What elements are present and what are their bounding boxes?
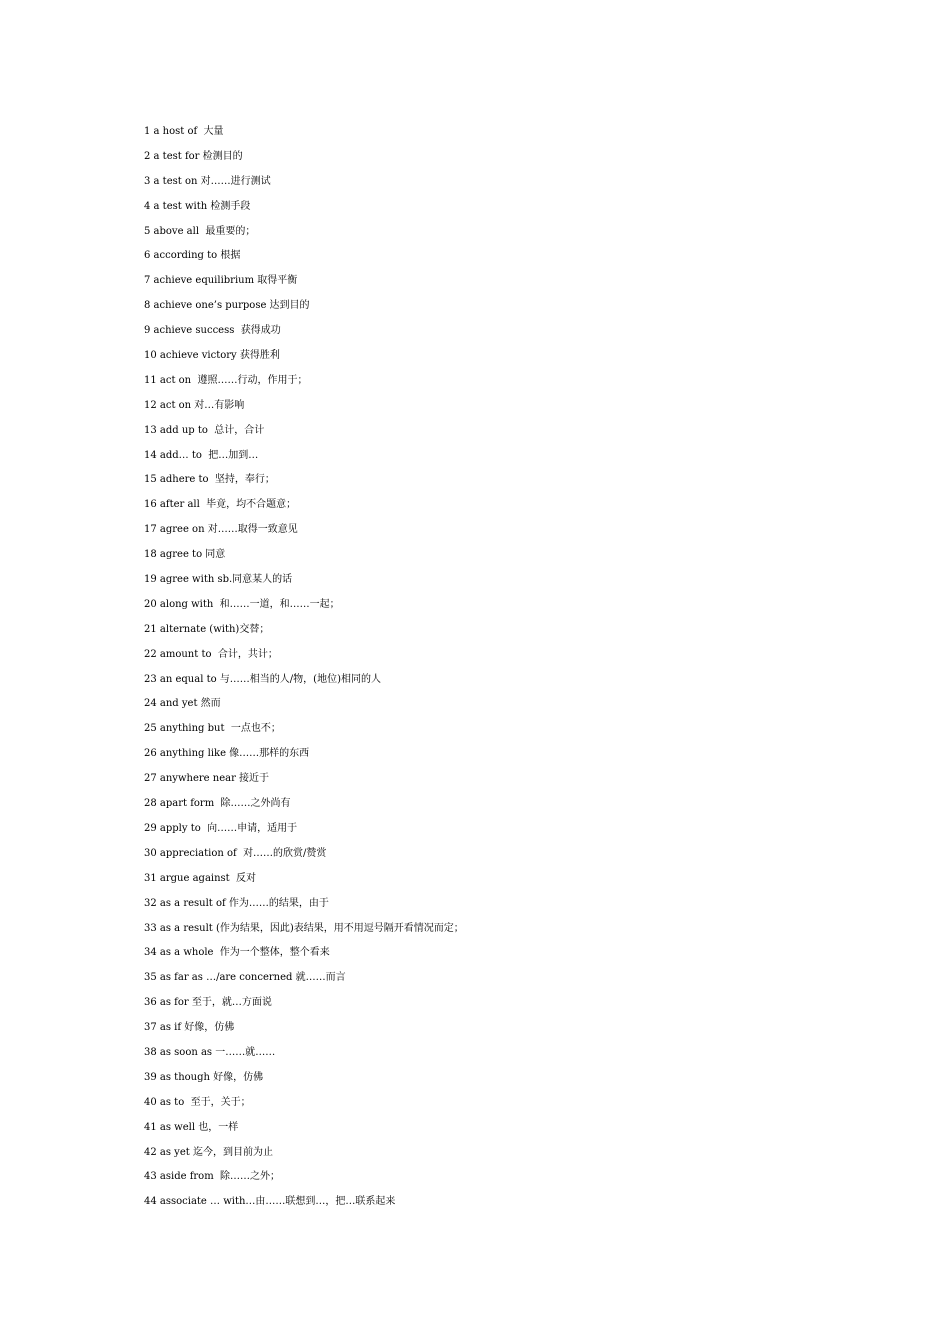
phrase-entry: 21 alternate (with)交替； bbox=[144, 623, 270, 635]
phrase-entry: 37 as if 好像，仿佛 bbox=[144, 1022, 235, 1034]
phrase-list bbox=[144, 124, 904, 1219]
phrase-entry: 17 agree on 对……取得一致意见 bbox=[144, 524, 298, 536]
phrase-entry: 25 anything but 一点也不； bbox=[144, 723, 281, 735]
phrase-entry: 8 achieve one’s purpose 达到目的 bbox=[144, 300, 310, 312]
phrase-entry: 2 a test for 检测目的 bbox=[144, 150, 243, 162]
phrase-entry: 44 associate … with…由……联想到…，把…联系起来 bbox=[144, 1196, 396, 1208]
phrase-entry: 29 apply to 向……申请，适用于 bbox=[144, 822, 298, 834]
phrase-entry: 34 as a whole 作为一个整体，整个看来 bbox=[144, 947, 330, 959]
phrase-entry: 10 achieve victory 获得胜利 bbox=[144, 350, 280, 362]
phrase-entry: 15 adhere to 坚持，奉行； bbox=[144, 474, 275, 486]
phrase-entry: 1 a host of 大量 bbox=[144, 126, 224, 137]
phrase-entry: 40 as to 至于，关于； bbox=[144, 1096, 251, 1108]
phrase-entry: 35 as far as …/are concerned 就……而言 bbox=[144, 972, 346, 984]
phrase-entry: 32 as a result of 作为……的结果，由于 bbox=[144, 897, 329, 909]
phrase-entry: 31 argue against 反对 bbox=[144, 872, 257, 884]
phrase-entry: 6 according to 根据 bbox=[144, 250, 241, 262]
phrase-entry: 23 an equal to 与……相当的人/物，(地位)相同的人 bbox=[144, 673, 381, 685]
phrase-entry: 12 act on 对…有影响 bbox=[144, 399, 245, 411]
phrase-entry: 30 appreciation of 对……的欣赏/赞赏 bbox=[144, 847, 327, 859]
phrase-entry: 3 a test on 对……进行测试 bbox=[144, 175, 271, 187]
phrase-entry: 20 along with 和……一道，和……一起； bbox=[144, 598, 340, 610]
phrase-entry: 22 amount to 合计，共计； bbox=[144, 648, 278, 660]
phrase-entry: 5 above all 最重要的； bbox=[144, 225, 256, 237]
phrase-entry: 28 apart form 除……之外尚有 bbox=[144, 798, 291, 810]
phrase-entry: 24 and yet 然而 bbox=[144, 698, 221, 710]
phrase-entry: 14 add… to 把…加到… bbox=[144, 449, 259, 461]
phrase-entry: 9 achieve success 获得成功 bbox=[144, 325, 281, 337]
phrase-entry: 36 as for 至于，就…方面说 bbox=[144, 997, 272, 1009]
phrase-entry: 18 agree to 同意 bbox=[144, 549, 226, 561]
phrase-entry: 16 after all 毕竟，均不合题意； bbox=[144, 499, 297, 511]
phrase-entry: 41 as well 也，一样 bbox=[144, 1121, 239, 1133]
phrase-entry: 43 aside from 除……之外； bbox=[144, 1171, 281, 1183]
phrase-entry: 4 a test with 检测手段 bbox=[144, 200, 251, 212]
phrase-entry: 11 act on 遵照……行动，作用于； bbox=[144, 374, 308, 386]
phrase-entry: 26 anything like 像……那样的东西 bbox=[144, 748, 310, 760]
phrase-entry: 38 as soon as 一……就…… bbox=[144, 1046, 276, 1058]
phrase-entry: 39 as though 好像，仿佛 bbox=[144, 1071, 264, 1083]
phrase-entry: 19 agree with sb.同意某人的话 bbox=[144, 574, 293, 586]
phrase-entry: 42 as yet 迄今，到目前为止 bbox=[144, 1146, 273, 1158]
phrase-entry: 33 as a result (作为结果，因此)表结果，用不用逗号隔开看情况而定； bbox=[144, 922, 464, 934]
phrase-entry: 7 achieve equilibrium 取得平衡 bbox=[144, 275, 298, 287]
phrase-entry: 13 add up to 总计，合计 bbox=[144, 424, 265, 436]
phrase-entry: 27 anywhere near 接近于 bbox=[144, 773, 270, 785]
